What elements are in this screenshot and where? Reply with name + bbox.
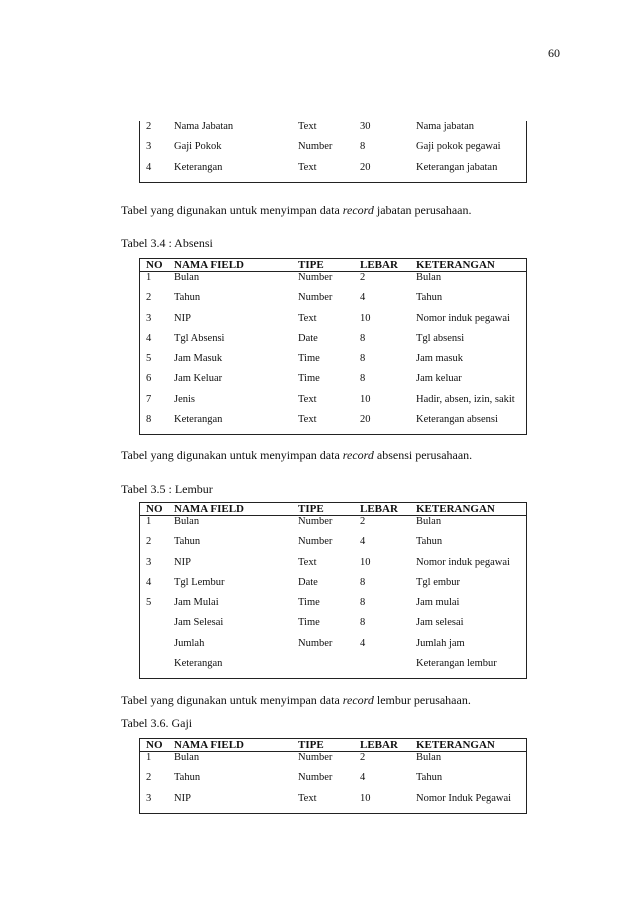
cell-col-lebar: 2 — [360, 752, 366, 763]
cell-col-no — [140, 617, 169, 637]
cell-col-keterangan: Nomor induk pegawai — [410, 557, 527, 577]
cell-col-nama-field: Bulan — [174, 272, 200, 283]
cell-col-no: 3 — [140, 141, 169, 161]
paragraph-absensi — [121, 448, 472, 463]
cell-col-keterangan: Jam keluar — [410, 373, 527, 393]
table-row — [140, 414, 527, 435]
text: Tabel yang digunakan untuk menyimpan data — [121, 203, 343, 217]
cell-col-lebar: 4 — [360, 772, 366, 784]
page-number: 60 — [548, 46, 560, 60]
table-header-row — [140, 503, 527, 516]
cell-col-tipe: Number — [298, 772, 333, 784]
paragraph-jabatan — [121, 203, 472, 218]
cell-col-tipe: Number — [298, 292, 333, 304]
header-col-lebar: LEBAR — [354, 259, 410, 272]
cell-col-keterangan: Tahun — [410, 772, 527, 792]
cell-col-no: 7 — [140, 394, 169, 414]
cell-col-keterangan: Gaji pokok pegawai — [410, 141, 527, 161]
text: Tabel yang digunakan untuk menyimpan data — [121, 448, 343, 462]
cell-col-nama-field: NIP — [174, 556, 191, 568]
cell-col-no: 5 — [140, 597, 169, 617]
cell-col-no — [140, 658, 169, 679]
cell-col-lebar: 20 — [354, 414, 410, 435]
cell-col-tipe — [292, 658, 354, 679]
cell-col-tipe: Date — [298, 576, 318, 588]
table-row — [140, 121, 527, 141]
cell-col-lebar: 4 — [360, 292, 366, 304]
cell-col-keterangan: Jam masuk — [410, 353, 527, 373]
cell-col-keterangan: Tgl embur — [410, 577, 527, 597]
table-row — [140, 617, 527, 637]
cell-col-tipe: Number — [298, 637, 333, 649]
cell-col-lebar: 2 — [360, 516, 366, 527]
table-row — [140, 516, 527, 537]
caption-gaji: Tabel 3.6. Gaji — [121, 716, 193, 730]
cell-col-no: 4 — [140, 577, 169, 597]
cell-col-no: 8 — [140, 414, 169, 435]
table-header-row — [140, 739, 527, 752]
header-col-tipe: TIPE — [292, 739, 354, 752]
cell-col-nama-field: Bulan — [174, 752, 200, 763]
header-col-keterangan: KETERANGAN — [410, 739, 527, 752]
cell-col-no: 2 — [140, 121, 169, 141]
cell-col-no: 6 — [140, 373, 169, 393]
cell-col-nama-field: Jam Mulai — [174, 597, 219, 609]
header-col-keterangan: KETERANGAN — [410, 259, 527, 272]
header-col-nama-field: NAMA FIELD — [168, 739, 292, 752]
cell-col-no: 3 — [140, 557, 169, 577]
cell-col-no: 2 — [140, 292, 169, 312]
table-row — [140, 577, 527, 597]
cell-col-lebar: 10 — [360, 312, 371, 324]
header-col-no: NO — [140, 259, 169, 272]
cell-col-tipe: Time — [298, 597, 320, 609]
text: Tabel yang digunakan untuk menyimpan data — [121, 693, 343, 707]
table-row — [140, 793, 527, 814]
cell-col-lebar: 2 — [360, 272, 366, 283]
cell-col-nama-field: Keterangan — [168, 658, 292, 679]
cell-col-lebar: 8 — [360, 332, 366, 344]
cell-col-keterangan: Keterangan jabatan — [410, 162, 527, 183]
header-col-keterangan: KETERANGAN — [410, 503, 527, 516]
cell-col-keterangan: Keterangan absensi — [410, 414, 527, 435]
table-row — [140, 353, 527, 373]
cell-col-keterangan: Nama jabatan — [410, 121, 527, 141]
header-col-lebar: LEBAR — [354, 739, 410, 752]
cell-col-nama-field: Bulan — [174, 516, 200, 527]
table-row — [140, 536, 527, 556]
cell-col-tipe: Number — [298, 516, 333, 527]
cell-col-no: 3 — [140, 793, 169, 814]
cell-col-lebar: 8 — [360, 617, 366, 629]
cell-col-tipe: Number — [298, 536, 333, 548]
cell-col-lebar: 20 — [354, 162, 410, 183]
text-italic: record — [342, 203, 374, 217]
caption-lembur: Tabel 3.5 : Lembur — [121, 482, 213, 496]
table-row — [140, 373, 527, 393]
cell-col-no: 5 — [140, 353, 169, 373]
cell-col-nama-field: Tahun — [174, 536, 201, 548]
table-row — [140, 333, 527, 353]
cell-col-nama-field: Jam Masuk — [174, 353, 223, 365]
table-row — [140, 272, 527, 293]
cell-col-nama-field: Jam Selesai — [174, 617, 224, 629]
cell-col-lebar: 8 — [360, 141, 366, 153]
cell-col-no: 1 — [140, 516, 169, 537]
header-col-no: NO — [140, 739, 169, 752]
cell-col-tipe: Number — [298, 272, 333, 283]
caption-absensi: Tabel 3.4 : Absensi — [121, 236, 213, 250]
cell-col-no: 2 — [140, 772, 169, 792]
cell-col-lebar: 10 — [360, 393, 371, 405]
text-italic: record — [342, 448, 374, 462]
cell-col-keterangan: Tahun — [410, 292, 527, 312]
table-absensi — [139, 258, 527, 435]
paragraph-lembur — [121, 693, 471, 708]
cell-col-lebar: 4 — [360, 536, 366, 548]
cell-col-keterangan: Tahun — [410, 536, 527, 556]
header-col-lebar: LEBAR — [354, 503, 410, 516]
table-lembur — [139, 502, 527, 679]
header-col-nama-field: NAMA FIELD — [168, 259, 292, 272]
cell-col-lebar: 8 — [360, 576, 366, 588]
cell-col-nama-field: Keterangan — [168, 162, 292, 183]
cell-col-lebar: 8 — [360, 597, 366, 609]
table-row — [140, 772, 527, 792]
cell-col-nama-field: Jam Keluar — [174, 373, 223, 385]
cell-col-nama-field: Tahun — [174, 292, 201, 304]
cell-col-no: 4 — [140, 162, 169, 183]
cell-col-nama-field: Gaji Pokok — [174, 141, 222, 153]
table-row — [140, 292, 527, 312]
cell-col-tipe: Number — [298, 141, 333, 153]
cell-col-nama-field: Tahun — [174, 772, 201, 784]
cell-col-keterangan: Nomor Induk Pegawai — [410, 793, 527, 814]
cell-col-lebar: 10 — [360, 556, 371, 568]
cell-col-nama-field: Tgl Absensi — [174, 332, 225, 344]
cell-col-no: 1 — [140, 272, 169, 293]
cell-col-tipe: Time — [298, 353, 320, 365]
table-row — [140, 752, 527, 773]
cell-col-keterangan: Jumlah jam — [410, 638, 527, 658]
cell-col-lebar: 4 — [360, 637, 366, 649]
cell-col-no: 2 — [140, 536, 169, 556]
cell-col-nama-field: Jenis — [174, 393, 195, 405]
header-col-tipe: TIPE — [292, 259, 354, 272]
cell-col-nama-field: Tgl Lembur — [174, 576, 225, 588]
cell-col-no: 1 — [140, 752, 169, 773]
cell-col-tipe: Date — [298, 332, 318, 344]
table-row — [140, 313, 527, 333]
table-row — [140, 638, 527, 658]
table-row — [140, 597, 527, 617]
cell-col-lebar — [354, 658, 410, 679]
cell-col-tipe: Time — [298, 373, 320, 385]
table-gaji — [139, 738, 527, 814]
header-col-nama-field: NAMA FIELD — [168, 503, 292, 516]
text: absensi perusahaan. — [373, 448, 473, 462]
cell-col-tipe: Text — [292, 414, 354, 435]
cell-col-keterangan: Keterangan lembur — [410, 658, 527, 679]
text: jabatan perusahaan. — [373, 203, 472, 217]
cell-col-lebar: 8 — [360, 373, 366, 385]
cell-col-tipe: Text — [298, 556, 317, 568]
cell-col-tipe: Text — [292, 162, 354, 183]
table-jabatan-continued — [139, 121, 527, 183]
cell-col-tipe: Text — [292, 793, 354, 814]
cell-col-tipe: Number — [298, 752, 333, 763]
cell-col-tipe: Time — [298, 617, 320, 629]
cell-col-lebar: 10 — [354, 793, 410, 814]
cell-col-lebar: 30 — [360, 121, 371, 132]
cell-col-nama-field: Nama Jabatan — [174, 121, 234, 132]
table-header-row — [140, 259, 527, 272]
cell-col-tipe: Text — [298, 393, 317, 405]
cell-col-keterangan: Bulan — [410, 516, 527, 537]
cell-col-nama-field: Jumlah — [174, 637, 205, 649]
cell-col-tipe: Text — [298, 312, 317, 324]
cell-col-no: 4 — [140, 333, 169, 353]
header-col-tipe: TIPE — [292, 503, 354, 516]
cell-col-nama-field: Keterangan — [168, 414, 292, 435]
table-row — [140, 394, 527, 414]
cell-col-keterangan: Hadir, absen, izin, sakit — [410, 394, 527, 414]
header-col-no: NO — [140, 503, 169, 516]
cell-col-keterangan: Bulan — [410, 272, 527, 293]
cell-col-keterangan: Nomor induk pegawai — [410, 313, 527, 333]
table-row — [140, 557, 527, 577]
cell-col-keterangan: Tgl absensi — [410, 333, 527, 353]
text: lembur perusahaan. — [373, 693, 471, 707]
cell-col-no — [140, 638, 169, 658]
cell-col-keterangan: Jam mulai — [410, 597, 527, 617]
text-italic: record — [342, 693, 374, 707]
cell-col-keterangan: Bulan — [410, 752, 527, 773]
cell-col-keterangan: Jam selesai — [410, 617, 527, 637]
cell-col-no: 3 — [140, 313, 169, 333]
cell-col-lebar: 8 — [360, 353, 366, 365]
table-row — [140, 162, 527, 183]
table-row — [140, 658, 527, 679]
cell-col-nama-field: NIP — [168, 793, 292, 814]
cell-col-nama-field: NIP — [174, 312, 191, 324]
table-row — [140, 141, 527, 161]
cell-col-tipe: Text — [298, 121, 317, 132]
